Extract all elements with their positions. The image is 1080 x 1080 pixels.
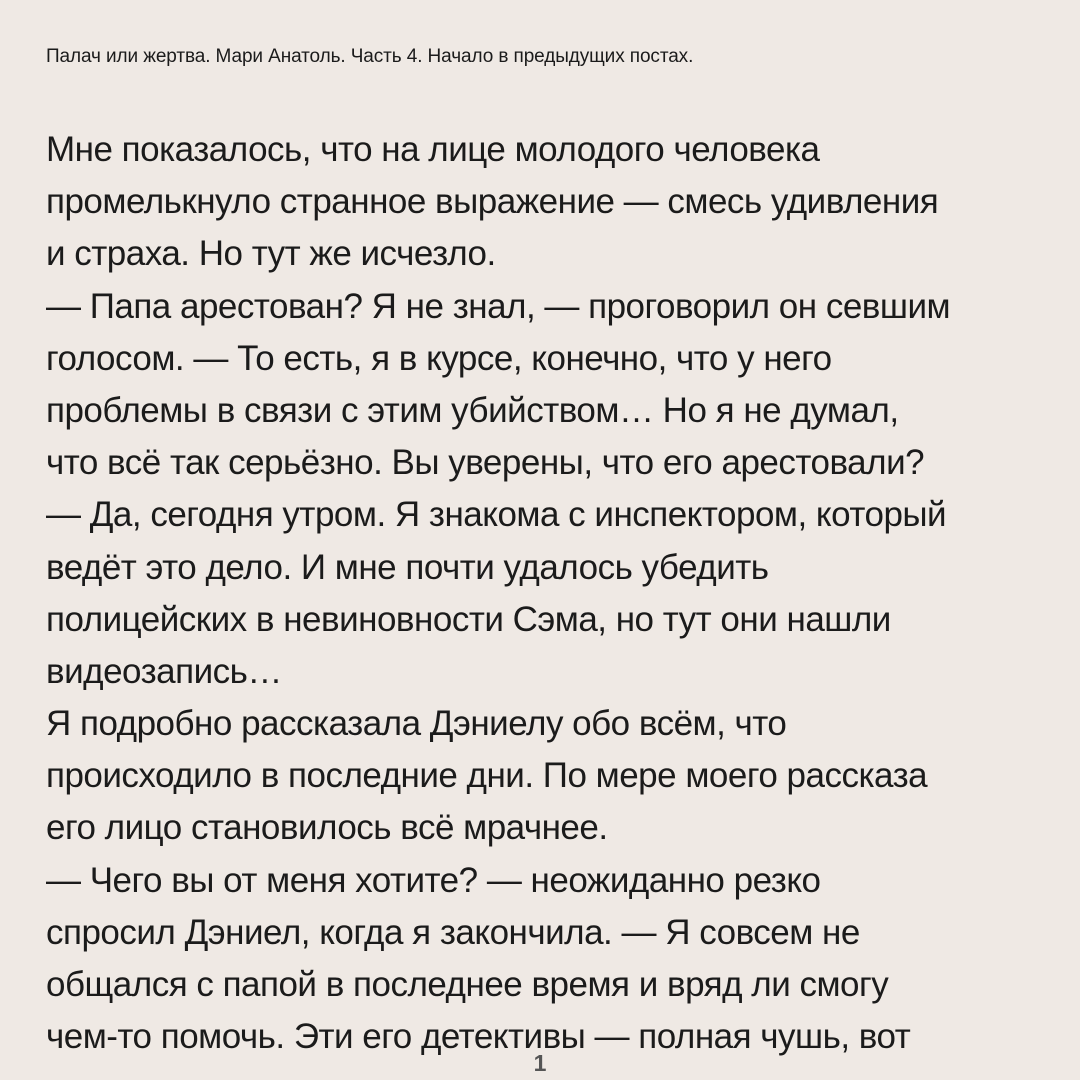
text-line: Я подробно рассказала Дэниелу обо всём, что [46,704,787,744]
text-line: — Папа арестован? Я не знал, — проговорил он севшим [46,286,951,326]
story-text [46,124,1056,1063]
text-line: происходило в последние дни. По мере моего рассказа [46,756,928,796]
text-line: его лицо становилось всё мрачнее. [46,808,608,848]
text-line: ведёт это дело. И мне почти удалось убедить [46,547,769,587]
page-number: 1 [533,1050,547,1076]
text-line: проблемы в связи с этим убийством… Но я не думал, [46,390,899,430]
text-line: промелькнуло странное выражение — смесь удивления [46,182,939,222]
text-line: — Чего вы от меня хотите? — неожиданно резко [46,860,821,900]
post-header: Палач или жертва. Мари Анатоль. Часть 4. Начало в предыдущих постах. [46,46,694,67]
text-line: спросил Дэниел, когда я закончила. — Я совсем не [46,912,860,952]
text-line: и страха. Но тут же исчезло. [46,234,496,274]
text-line: видеозапись… [46,651,282,691]
text-line: голосом. — То есть, я в курсе, конечно, что у него [46,338,832,378]
text-line: полицейских в невиновности Сэма, но тут они нашли [46,599,891,639]
text-line: что всё так серьёзно. Вы уверены, что его арестовали? [46,443,925,483]
text-line: чем-то помочь. Эти его детективы — полная чушь, вот [46,1017,911,1057]
text-line: общался с папой в последнее время и вряд ли смогу [46,965,889,1004]
text-line: — Да, сегодня утром. Я знакома с инспектором, который [46,495,947,535]
text-line: Мне показалось, что на лице молодого человека [46,130,820,169]
